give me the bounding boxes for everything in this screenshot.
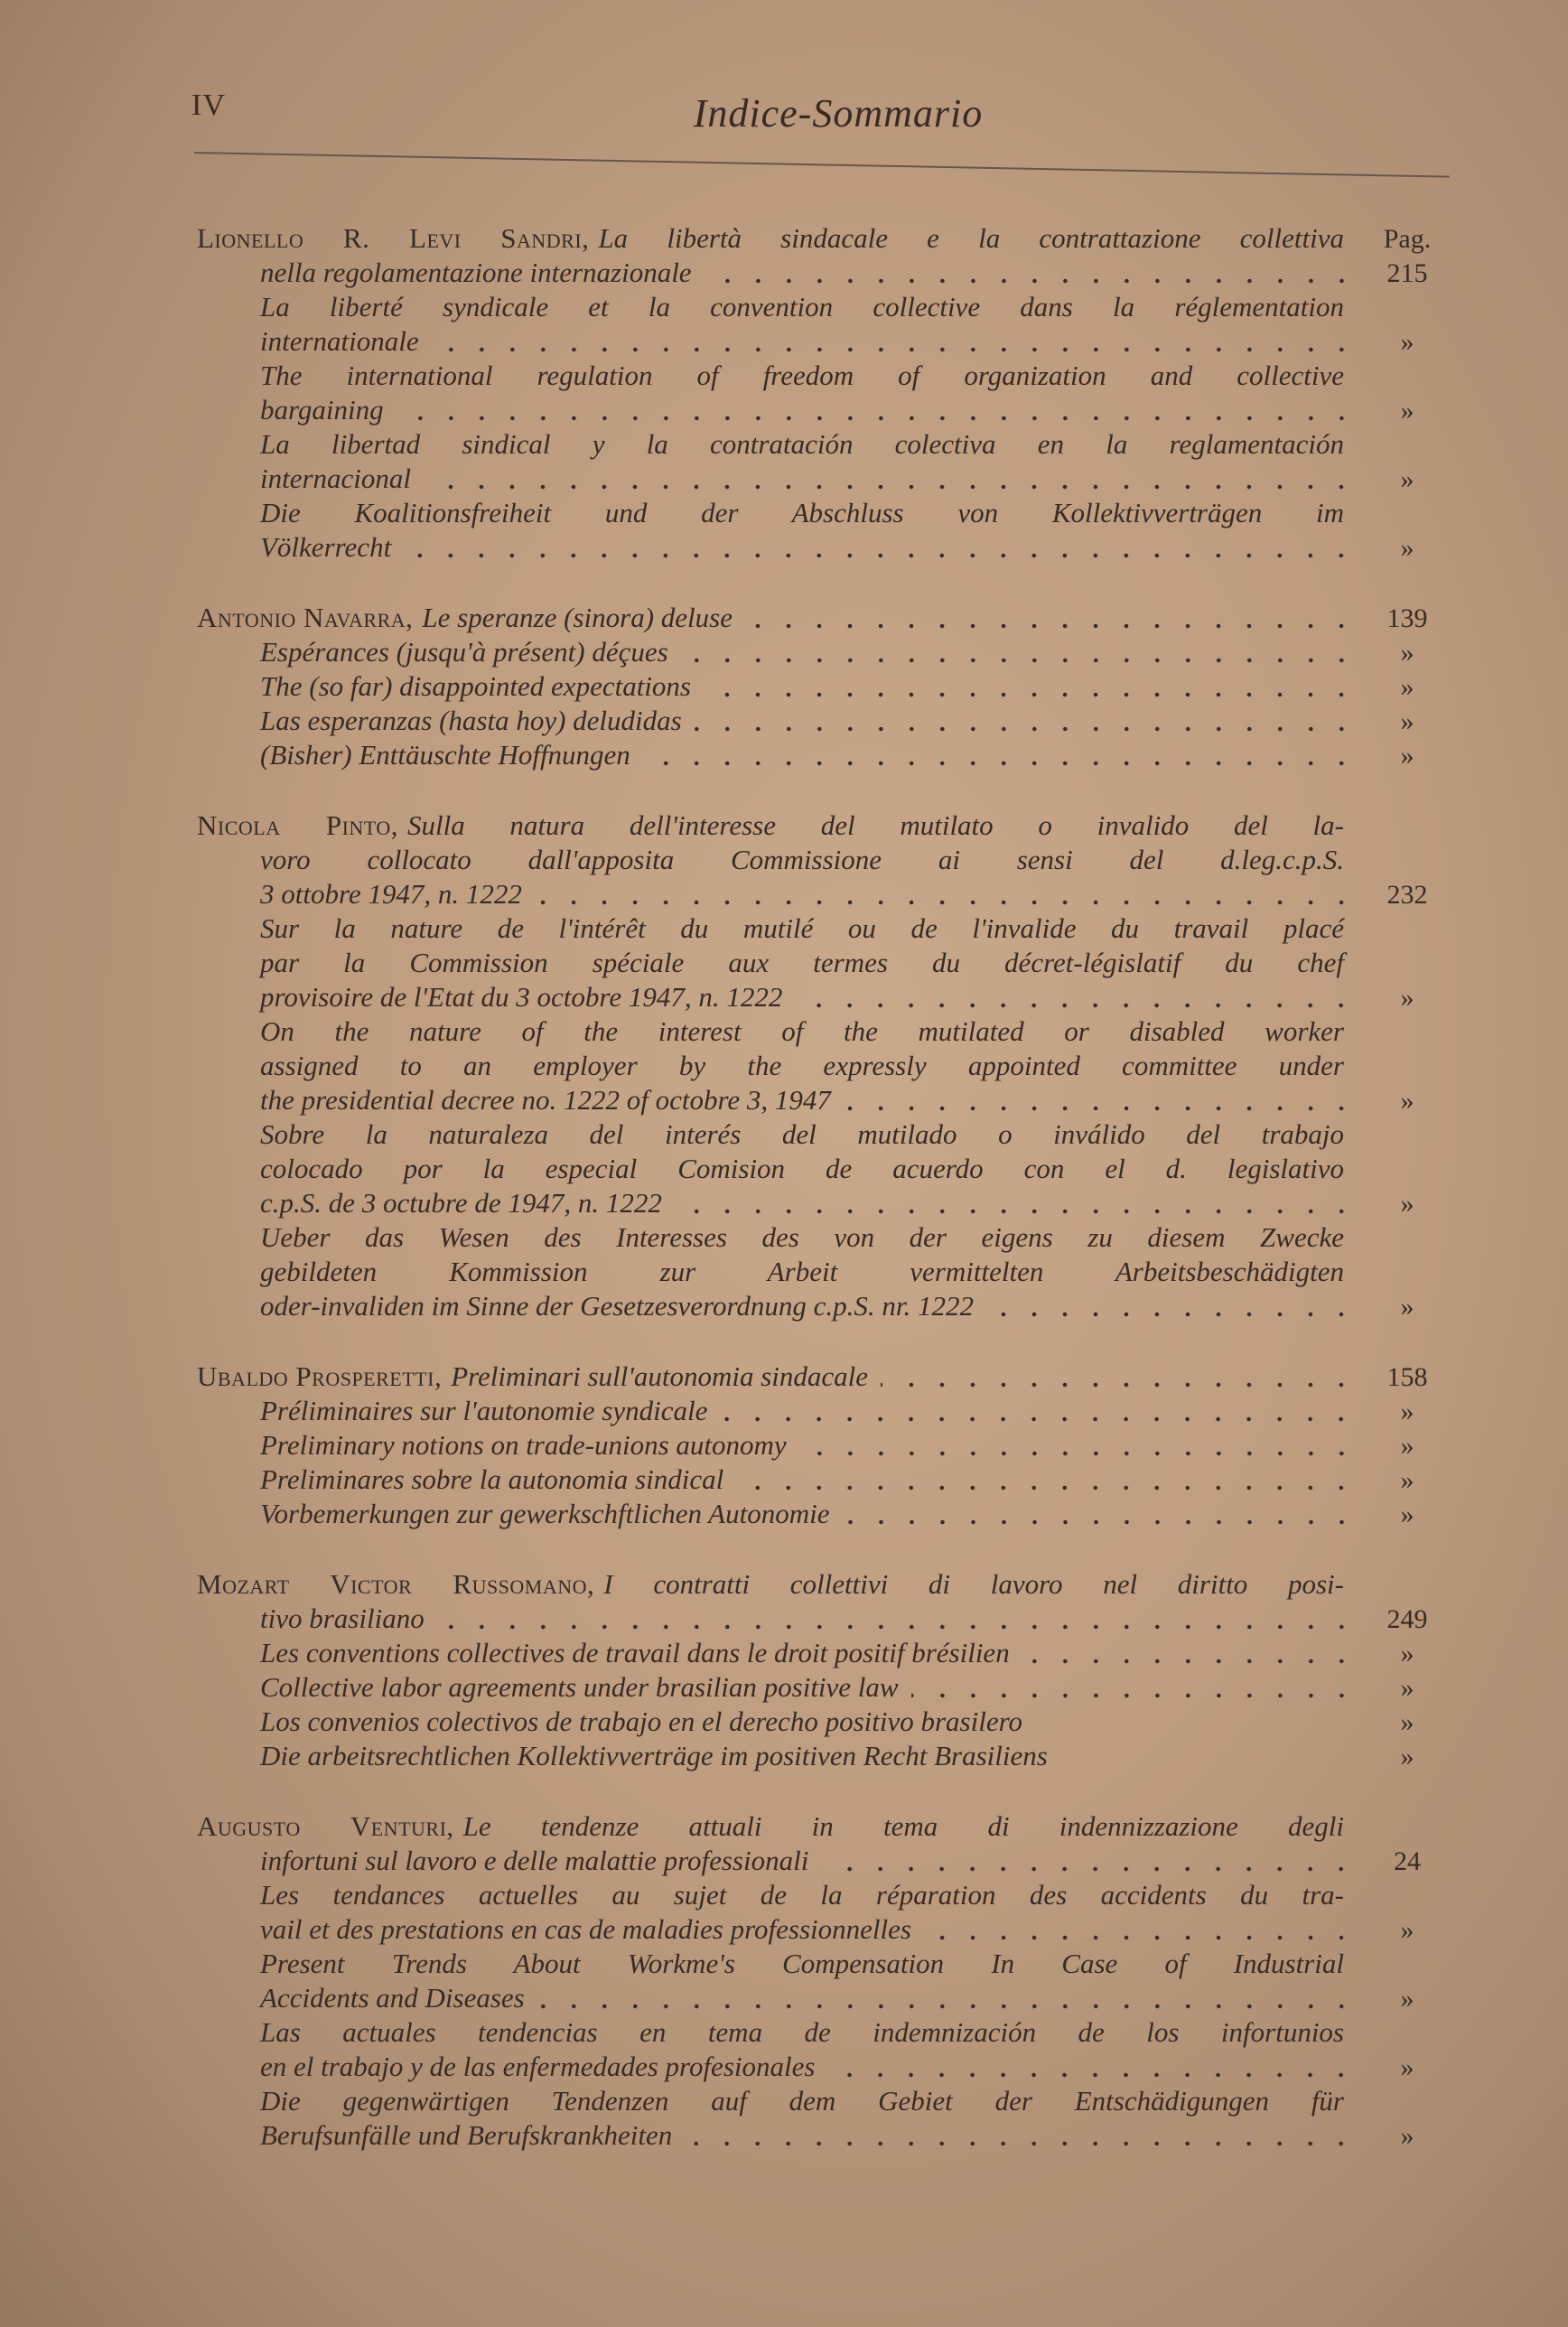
title-text: Las actuales tendencias en tema de indemnización de los infortunios: [260, 2016, 1344, 2048]
page-ref: »: [1400, 1500, 1414, 1529]
dot-leader: [681, 658, 1357, 663]
title-text: The international regulation of freedom of organization and collective: [260, 360, 1344, 391]
entry-title: [260, 2084, 1344, 2118]
toc-line: [197, 1844, 1452, 1878]
toc-line: [197, 1670, 1452, 1705]
dot-leader: [827, 2072, 1357, 2078]
entry-title: [260, 1497, 830, 1531]
toc-entry: [197, 1567, 1452, 1773]
dot-leader: [924, 1935, 1357, 1940]
title-text: Völkerrecht: [260, 531, 392, 563]
title-text: Accidents and Diseases: [260, 1982, 525, 2014]
title-text: voro collocato dall'apposita Commissione ai sensi del d.leg.c.p.S.: [260, 844, 1344, 875]
toc-line: [197, 1014, 1452, 1049]
toc-line: [197, 808, 1452, 843]
toc-line: [197, 635, 1452, 669]
toc-line: [197, 1289, 1452, 1323]
title-text: Collective labor agreements under brasilian positive law: [260, 1671, 899, 1703]
title-text: c.p.S. de 3 octubre de 1947, n. 1222: [260, 1187, 662, 1219]
title-text: Le tendenze attuali in tema di indennizzazione degli: [462, 1810, 1344, 1842]
toc-line: [197, 1739, 1452, 1773]
toc-line: [197, 601, 1452, 635]
title-text: Préliminaires sur l'autonomie syndicale: [260, 1395, 708, 1426]
author-name: Nicola Pinto,: [197, 809, 398, 841]
entry-title: [260, 704, 682, 738]
dot-leader: [843, 1519, 1358, 1525]
page-ref: 24: [1394, 1846, 1421, 1876]
toc-line: [197, 256, 1452, 290]
title-text: Preliminari sull'autonomia sindacale: [451, 1360, 869, 1392]
toc-line: [197, 393, 1452, 427]
title-text: Vorbemerkungen zur gewerkschftlichen Autonomie: [260, 1498, 830, 1529]
dot-leader: [1035, 1727, 1357, 1733]
toc-line: [197, 1636, 1452, 1670]
toc-line: [197, 1220, 1452, 1255]
entry-title: [260, 1912, 911, 1947]
entry-title: [260, 530, 391, 565]
toc-line: [197, 704, 1452, 738]
entry-title: [260, 1947, 1344, 1981]
running-title: Indice-Sommario: [693, 91, 984, 136]
toc-line: [197, 221, 1452, 256]
title-text: nella regolamentazione internazionale: [260, 257, 692, 288]
entry-title: [260, 1636, 1010, 1670]
entry-title: [260, 1220, 1344, 1255]
page-ref: »: [1400, 396, 1414, 425]
dot-leader: [844, 1106, 1357, 1111]
title-text: (Bisher) Enttäuschte Hoffnungen: [260, 739, 630, 771]
entry-title: [260, 1463, 723, 1497]
entry-title: [260, 1705, 1022, 1739]
entry-title: [197, 1567, 1344, 1602]
title-text: internationale: [260, 325, 419, 357]
page-ref: »: [1400, 1086, 1414, 1116]
toc-line: [197, 1152, 1452, 1186]
entry-title: [260, 290, 1344, 324]
title-text: La libertad sindical y la contratación colectiva en la reglamentación: [260, 428, 1344, 460]
title-text: La libertà sindacale e la contrattazione collettiva: [598, 222, 1344, 254]
dot-leader: [795, 1003, 1357, 1008]
entry-title: [260, 1394, 707, 1428]
title-text: Die gegenwärtigen Tendenzen auf dem Gebiet der Entschädigungen für: [260, 2085, 1344, 2117]
toc-line: [197, 980, 1452, 1014]
toc-line: [197, 1360, 1452, 1394]
dot-leader: [1060, 1762, 1357, 1767]
page-ref: »: [1400, 1673, 1414, 1703]
page-ref: »: [1400, 327, 1414, 357]
toc-line: [197, 2118, 1452, 2153]
entry-title: [260, 1981, 525, 2015]
toc-line: [197, 290, 1452, 324]
entry-title: [260, 1255, 1344, 1289]
entry-title: [260, 1602, 425, 1636]
title-text: en el trabajo y de las enfermedades profesionales: [260, 2051, 816, 2082]
entry-title: [260, 427, 1344, 462]
toc-line: [197, 1981, 1452, 2015]
page-ref: 232: [1386, 880, 1428, 910]
page-ref: »: [1400, 533, 1414, 563]
title-text: provisoire de l'Etat du 3 octobre 1947, n. 1222: [260, 981, 783, 1013]
title-text: 3 ottobre 1947, n. 1222: [260, 878, 522, 910]
page-number: IV: [191, 89, 226, 122]
entry-title: [260, 2050, 815, 2084]
page-ref: »: [1400, 1707, 1414, 1737]
toc-line: [197, 669, 1452, 704]
author-name: Antonio Navarra,: [197, 602, 414, 633]
title-text: Die arbeitsrechtlichen Kollektivverträge im positiven Recht Brasiliens: [260, 1740, 1048, 1771]
toc-line: [197, 2050, 1452, 2084]
toc-line: [197, 1947, 1452, 1981]
page-ref: »: [1400, 1742, 1414, 1771]
dot-leader: [675, 1209, 1357, 1214]
title-text: Los convenios colectivos de trabajo en el derecho positivo brasilero: [260, 1706, 1023, 1737]
toc-line: [197, 1428, 1452, 1463]
page-ref: »: [1400, 638, 1414, 668]
title-text: Las esperanzas (hasta hoy) deludidas: [260, 705, 682, 736]
page-ref: »: [1400, 672, 1414, 702]
page-ref: »: [1400, 1431, 1414, 1461]
toc-line: [197, 1049, 1452, 1083]
dot-leader: [404, 553, 1357, 558]
title-text: Sobre la naturaleza del interés del mutilado o inválido del trabajo: [260, 1118, 1344, 1150]
toc-line: [197, 2015, 1452, 2050]
page-ref: »: [1400, 1639, 1414, 1668]
page-ref: »: [1400, 1189, 1414, 1219]
toc-line: [197, 1567, 1452, 1602]
toc-line: [197, 1602, 1452, 1636]
entry-title: [260, 496, 1344, 530]
entry-title: [260, 256, 692, 290]
entry-title: [260, 843, 1344, 877]
entry-title: [260, 1186, 662, 1220]
toc-line: [197, 530, 1452, 565]
dot-leader: [432, 347, 1357, 352]
page-ref: »: [1400, 2052, 1414, 2082]
title-text: infortuni sul lavoro e delle malattie professionali: [260, 1845, 809, 1876]
dot-leader: [736, 1485, 1357, 1491]
entry-title: [260, 635, 668, 669]
entry-title: [260, 1049, 1344, 1083]
toc-line: [197, 2084, 1452, 2118]
page-ref: 139: [1386, 603, 1428, 633]
title-text: On the nature of the interest of the mutilated or disabled worker: [260, 1015, 1344, 1047]
toc-line: [197, 324, 1452, 359]
dot-leader: [911, 1693, 1357, 1698]
dot-leader: [695, 726, 1357, 732]
entry-title: [260, 1844, 808, 1878]
toc-line: [197, 1705, 1452, 1739]
dot-leader: [535, 900, 1357, 905]
entry-title: [260, 738, 630, 772]
dot-leader: [799, 1451, 1357, 1456]
entry-title: [197, 1809, 1344, 1844]
dot-leader: [745, 623, 1357, 629]
toc-line: [197, 946, 1452, 980]
page-ref: Pag.: [1383, 224, 1432, 254]
author-name: Ubaldo Prosperetti,: [197, 1360, 443, 1392]
dot-leader: [685, 2141, 1357, 2146]
dot-leader: [720, 1416, 1357, 1422]
dot-leader: [1022, 1659, 1357, 1664]
entry-title: [260, 359, 1344, 393]
dot-leader: [705, 278, 1357, 284]
toc-line: [197, 1186, 1452, 1220]
page-ref: 215: [1386, 258, 1428, 288]
page-ref: »: [1400, 741, 1414, 771]
title-text: The (so far) disappointed expectations: [260, 670, 691, 702]
entry-title: [260, 1014, 1344, 1049]
entry-title: [260, 1117, 1344, 1152]
entry-title: [197, 221, 1344, 256]
dot-leader: [537, 2004, 1357, 2009]
entry-title: [260, 1739, 1048, 1773]
page-ref: »: [1400, 706, 1414, 736]
author-name: Lionello R. Levi Sandri,: [197, 222, 590, 254]
title-text: Present Trends About Workme's Compensation In Case of Industrial: [260, 1948, 1344, 1979]
entry-title: [260, 2015, 1344, 2050]
toc-line: [197, 1394, 1452, 1428]
entry-title: [197, 601, 733, 635]
entry-title: [260, 1428, 787, 1463]
title-text: Sur la nature de l'intérêt du mutilé ou de l'invalide du travail placé: [260, 912, 1344, 944]
entry-title: [197, 808, 1344, 843]
title-text: Sulla natura dell'interesse del mutilato o invalido del la-: [406, 809, 1344, 841]
toc-line: [197, 462, 1452, 496]
toc-line: [197, 496, 1452, 530]
page-ref: »: [1400, 1465, 1414, 1495]
title-text: Ueber das Wesen des Interesses des von der eigens zu diesem Zwecke: [260, 1221, 1344, 1253]
toc-line: [197, 359, 1452, 393]
entry-title: [260, 462, 411, 496]
toc-entry: [197, 1809, 1452, 2153]
title-text: assigned to an employer by the expressly appointed committee under: [260, 1050, 1344, 1081]
title-text: internacional: [260, 463, 412, 494]
entry-title: [260, 1670, 899, 1705]
toc-entry: [197, 1360, 1452, 1531]
toc-line: [197, 1878, 1452, 1912]
toc-line: [197, 1117, 1452, 1152]
dot-leader: [397, 416, 1357, 421]
dot-leader: [643, 761, 1357, 766]
title-text: bargaining: [260, 394, 384, 425]
toc-line: [197, 738, 1452, 772]
title-text: vail et des prestations en cas de maladies professionnelles: [260, 1913, 911, 1945]
toc-line: [197, 1255, 1452, 1289]
toc-line: [197, 1463, 1452, 1497]
toc-line: [197, 911, 1452, 946]
toc-line: [197, 877, 1452, 911]
title-text: Die Koalitionsfreiheit und der Abschluss von Kollektivverträgen im: [260, 497, 1344, 528]
author-name: Augusto Venturi,: [197, 1810, 454, 1842]
entry-title: [260, 1083, 831, 1117]
title-text: oder-invaliden im Sinne der Gesetzesverordnung c.p.S. nr. 1222: [260, 1290, 975, 1322]
header-rule: [194, 152, 1450, 178]
toc-line: [197, 1912, 1452, 1947]
author-name: Mozart Victor Russomano,: [197, 1568, 595, 1600]
entry-title: [260, 393, 384, 427]
entry-title: [260, 980, 782, 1014]
title-text: Les conventions collectives de travail dans le droit positif brésilien: [260, 1637, 1010, 1668]
title-text: colocado por la especial Comision de acuerdo con el d. legislativo: [260, 1153, 1344, 1184]
dot-leader: [437, 1624, 1357, 1630]
title-text: Preliminares sobre la autonomia sindical: [260, 1463, 724, 1495]
toc-line: [197, 843, 1452, 877]
toc-entry: [197, 601, 1452, 772]
title-text: gebildeten Kommission zur Arbeit vermittelten Arbeitsbeschädigten: [260, 1256, 1344, 1287]
title-text: Preliminary notions on trade-unions autonomy: [260, 1429, 787, 1461]
title-text: the presidential decree no. 1222 of octobre 3, 1947: [260, 1084, 831, 1116]
dot-leader: [986, 1312, 1357, 1317]
entry-title: [260, 2118, 672, 2153]
page-ref: »: [1400, 1915, 1414, 1945]
title-text: Le speranze (sinora) deluse: [422, 602, 733, 633]
toc-entry: [197, 808, 1452, 1323]
toc-line: [197, 1809, 1452, 1844]
page-ref: »: [1400, 464, 1414, 494]
table-of-contents: [197, 221, 1452, 2189]
entry-title: [260, 669, 691, 704]
entry-title: [260, 324, 419, 359]
entry-title: [260, 1289, 974, 1323]
dot-leader: [821, 1866, 1357, 1872]
dot-leader: [424, 484, 1357, 490]
toc-line: [197, 427, 1452, 462]
page-ref: »: [1400, 1292, 1414, 1322]
title-text: Les tendances actuelles au sujet de la réparation des accidents du tra-: [260, 1879, 1344, 1911]
page-ref: »: [1400, 983, 1414, 1013]
entry-title: [260, 877, 522, 911]
title-text: tivo brasiliano: [260, 1603, 425, 1634]
page-ref: »: [1400, 2121, 1414, 2151]
entry-title: [260, 1152, 1344, 1186]
page-ref: »: [1400, 1397, 1414, 1426]
entry-title: [197, 1360, 868, 1394]
page-ref: »: [1400, 1984, 1414, 2014]
title-text: La liberté syndicale et la convention collective dans la réglementation: [260, 291, 1344, 322]
dot-leader: [704, 692, 1357, 697]
page-ref: 249: [1386, 1604, 1428, 1634]
page-ref: 158: [1386, 1362, 1428, 1392]
entry-title: [260, 946, 1344, 980]
toc-line: [197, 1083, 1452, 1117]
entry-title: [260, 911, 1344, 946]
title-text: Espérances (jusqu'à présent) déçues: [260, 636, 668, 668]
title-text: I contratti collettivi di lavoro nel diritto posi-: [603, 1568, 1344, 1600]
dot-leader: [881, 1382, 1357, 1388]
toc-entry: [197, 221, 1452, 565]
entry-title: [260, 1878, 1344, 1912]
title-text: par la Commission spéciale aux termes du décret-législatif du chef: [260, 947, 1344, 978]
toc-line: [197, 1497, 1452, 1531]
title-text: Berufsunfälle und Berufskrankheiten: [260, 2119, 673, 2151]
